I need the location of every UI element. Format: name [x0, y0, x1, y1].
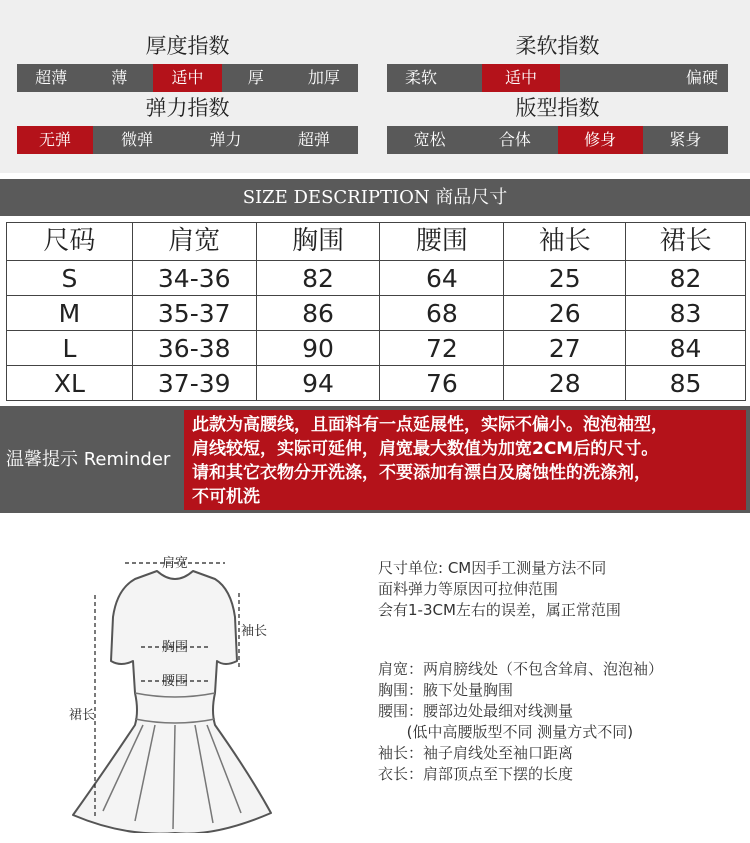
size-cell: M	[7, 296, 133, 331]
column-header: 腰围	[380, 223, 504, 261]
dress-diagram	[65, 543, 295, 833]
unit-note	[378, 558, 738, 621]
note-line: 面料弹力等原因可拉伸范围	[378, 580, 559, 598]
thickness-option: 厚	[247, 68, 264, 87]
elasticity-scale	[17, 126, 358, 154]
chest-label: 胸围	[162, 640, 189, 655]
shoulder-cell: 34-36	[132, 261, 256, 296]
size-cell: XL	[7, 366, 133, 401]
fit-option: 紧身	[669, 130, 702, 149]
definitions	[378, 659, 738, 785]
thickness-option: 薄	[111, 68, 128, 87]
column-header: 肩宽	[132, 223, 256, 261]
softness-option: 柔软	[405, 68, 438, 87]
note-line: 会有1-3CM左右的误差，属正常范围	[378, 601, 621, 619]
definition-line: 胸围：腋下处量胸围	[378, 681, 514, 699]
elasticity-option: 弹力	[209, 130, 242, 149]
dress-outline	[73, 571, 271, 833]
definition-line: 衣长：肩部顶点至下摆的长度	[378, 765, 574, 783]
fit-index	[387, 94, 728, 154]
size-cell: S	[7, 261, 133, 296]
reminder-line: 肩线较短，实际可延伸，肩宽最大数值为加宽2CM后的尺寸。	[192, 439, 659, 459]
elasticity-option: 微弹	[121, 130, 154, 149]
sleeve-cell: 25	[504, 261, 626, 296]
column-header: 胸围	[256, 223, 380, 261]
elasticity-option: 超弹	[297, 130, 330, 149]
measurement-notes	[378, 558, 738, 785]
note-line: 尺寸单位: CM因手工测量方法不同	[378, 559, 607, 577]
thickness-scale	[17, 64, 358, 92]
size-cell: L	[7, 331, 133, 366]
shoulder-cell: 36-38	[132, 331, 256, 366]
sleeve-cell: 26	[504, 296, 626, 331]
chest-cell: 86	[256, 296, 380, 331]
definition-line: (低中高腰版型不同 测量方式不同)	[378, 723, 634, 741]
elasticity-option-selected: 无弹	[17, 126, 93, 154]
shoulder-cell: 35-37	[132, 296, 256, 331]
fit-option: 宽松	[413, 130, 446, 149]
thickness-option-selected: 适中	[153, 64, 221, 92]
reminder-line: 请和其它衣物分开洗涤，不要添加有漂白及腐蚀性的洗涤剂，	[192, 463, 651, 483]
fit-option-selected: 修身	[558, 126, 643, 154]
waist-cell: 76	[380, 366, 504, 401]
softness-option: 偏硬	[685, 68, 718, 87]
fabric-attributes-panel	[0, 0, 750, 173]
softness-title: 柔软指数	[515, 34, 600, 58]
measurement-guide	[0, 513, 750, 843]
size-table	[6, 222, 746, 401]
definition-line: 腰围：腰部边处最细对线测量	[378, 702, 574, 720]
fit-title: 版型指数	[515, 96, 600, 120]
fit-scale	[387, 126, 728, 154]
reminder-text	[184, 410, 746, 510]
shoulder-cell: 37-39	[132, 366, 256, 401]
elasticity-index	[17, 94, 358, 154]
thickness-option: 超薄	[35, 68, 68, 87]
softness-scale	[387, 64, 728, 92]
chest-cell: 94	[256, 366, 380, 401]
skirt-length-label: 裙长	[69, 708, 96, 723]
waist-cell: 68	[380, 296, 504, 331]
waist-cell: 64	[380, 261, 504, 296]
waist-cell: 72	[380, 331, 504, 366]
table-row	[7, 296, 746, 331]
table-row	[7, 261, 746, 296]
softness-option-selected: 适中	[482, 64, 560, 92]
sleeve-cell: 27	[504, 331, 626, 366]
softness-index	[387, 32, 728, 92]
definition-line: 袖长：袖子肩线处至袖口距离	[378, 744, 574, 762]
definition-line: 肩宽：两肩膀线处（不包含耸肩、泡泡袖）	[378, 660, 664, 678]
length-cell: 82	[626, 261, 746, 296]
table-row	[7, 331, 746, 366]
thickness-index	[17, 32, 358, 92]
table-row	[7, 366, 746, 401]
table-header-row	[7, 223, 746, 261]
shoulder-label: 肩宽	[162, 556, 189, 571]
column-header: 袖长	[504, 223, 626, 261]
fit-option: 合体	[498, 130, 531, 149]
chest-cell: 90	[256, 331, 380, 366]
softness-option	[560, 64, 639, 92]
sleeve-cell: 28	[504, 366, 626, 401]
sleeve-label: 袖长	[241, 624, 268, 639]
reminder-banner	[0, 406, 750, 513]
reminder-line: 不可机洗	[192, 487, 260, 507]
length-cell: 84	[626, 331, 746, 366]
waist-label: 腰围	[162, 674, 189, 689]
size-description-header: SIZE DESCRIPTION 商品尺寸	[0, 179, 750, 216]
thickness-title: 厚度指数	[145, 34, 230, 58]
column-header: 尺码	[7, 223, 133, 261]
chest-cell: 82	[256, 261, 380, 296]
reminder-line: 此款为高腰线，且面料有一点延展性，实际不偏小。泡泡袖型，	[192, 415, 668, 435]
column-header: 裙长	[626, 223, 746, 261]
elasticity-title: 弹力指数	[145, 96, 230, 120]
thickness-option: 加厚	[307, 68, 340, 87]
reminder-label: 温馨提示 Reminder	[6, 449, 171, 470]
length-cell: 83	[626, 296, 746, 331]
length-cell: 85	[626, 366, 746, 401]
